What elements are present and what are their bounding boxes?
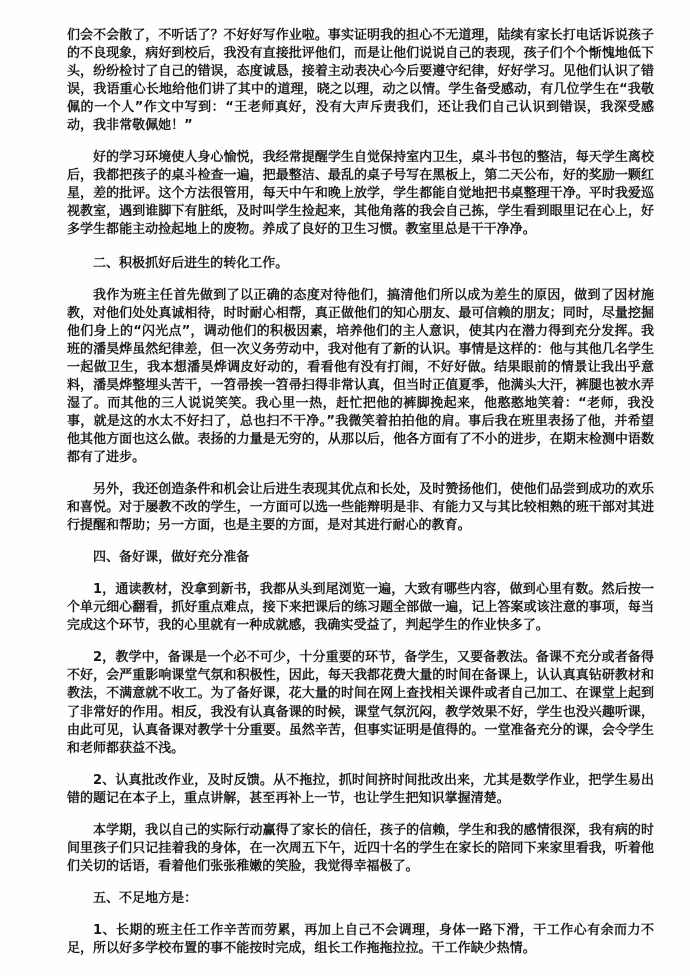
section-heading-two: 二、积极抓好后进生的转化工作。 [93, 255, 289, 271]
paragraph-praise-and-patience: 另外，我还创造条件和机会让后进生表现其优点和长处，及时赞扬他们，使他们品尝到成功的欢乐和喜悦。对于屡教不改的学生，一方面可以选一些能辩明是非、有能力又与其比较相熟的班干部对其进行提醒和帮助；另一方面，也是主要的方面，是对其进行耐心的教育。 [67, 482, 654, 534]
section-heading-five: 五、不足地方是： [93, 890, 198, 906]
list-item-2-lesson-preparation: 2，教学中，备课是一个必不可少，十分重要的环节，备学生，又要备教法。备课不充分或者备得不好，会严重影响课堂气氛和积极性，因此，每天我都花费大量的时间在备课上，认认真真钻研教材和教法，不满意就不收工。为了备好课，花大量的时间在网上查找相关课件或者自己加工、在课堂上起到了非常好的作用。相反，我没有认真备课的时候，课堂气氛沉闷，教学效果不好，学生也没兴趣听课，由此可见，认真备课对教学十分重要。虽然辛苦，但事实证明是值得的。一堂准备充分的课，会令学生和老师都获益不浅。 [67, 650, 654, 756]
paragraph-spacer [67, 635, 654, 649]
list-item-1-read-textbook: 1，通读教材，没拿到新书，我都从头到尾浏览一遍，大致有哪些内容，做到心里有数。然后按一个单元细心翻看，抓好重点难点，接下来把课后的练习题全部做一遍，记上答案或该注意的事项，每当完成这个环节，我的心里就有一种成就感，我确实受益了，判起学生的作业快多了。 [67, 582, 654, 634]
paragraph-spacer [67, 273, 654, 287]
section-heading-four: 四、备好课，做好充分准备 [93, 550, 250, 566]
paragraph-learning-environment: 好的学习环境使人身心愉悦，我经常提醒学生自觉保持室内卫生，桌斗书包的整洁，每天学生离校后，我都把孩子的桌斗检查一遍，把最整洁、最乱的桌子号写在黑板上，第二天公布，好的奖励一颗红星，差的批评。这个方法很管用，每天中午和晚上放学，学生都能自觉地把书桌整理干净。平时我爱巡视教室，遇到谁脚下有脏纸，及时叫学生捡起来，其他角落的我会自己拣，学生看到眼里记在心上，好多学生都能主动捡起地上的废物。养成了良好的卫生习惯。教室里总是干干净净。 [67, 150, 654, 238]
paragraph-underachiever-transformation: 我作为班主任首先做到了以正确的态度对待他们，搞清他们所以成为差生的原因，做到了因材施教，对他们处处真诚相待，时时耐心相帮，真正做他们的知心朋友、最可信赖的朋友；同时，尽量挖掘他们身上的“闪光点”，调动他们的积极因素，培养他们的主人意识，使其内在潜力得到充分发挥。我班的潘昊烨虽然纪律差，但一次义务劳动中，我对他有了新的认识。事情是这样的：他与其他几名学生一起做卫生，我本想潘昊烨调皮好动的，看看他有没有打闹，不好好做。结果眼前的情景让我出乎意料，潘昊烨整埋头苦干，一笤帚挨一笤帚扫得非常认真，但当时正值夏季，他满头大汗，裤腿也被水弄湿了。而其他的三人说说笑笑。我心里一热，赶忙把他的裤脚挽起来，他憨憨地笑着：“老师，我没事，就是这的水太不好扫了，总也扫不干净。”我微笑着拍拍他的肩。事后我在班里表扬了他，并希望他其他方面也这么做。表扬的力量是无穷的，从那以后，他各方面有了不小的进步，在期末检测中语数都有了进步。 [67, 287, 654, 465]
paragraph-spacer [67, 876, 654, 890]
paragraph-continuation: 们会不会散了，不听话了？不好好写作业啦。事实证明我的担心不无道理，陆续有家长打电话诉说孩子的不良现象，病好到校后，我没有直接批评他们，而是让他们说说自己的表现，孩子们个个惭愧地低下头，纷纷检讨了自己的错误，态度诚恳，接着主动表决心今后要遵守纪律，好好学习。见他们认识了错误，我语重心长地给他们讲了其中的道理，晓之以理，动之以情。学生备受感动，有几位学生在“我敬佩的一个人”作文中写到：“王老师真好，没有大声斥责我们，还让我们自己认识到错误，我深受感动，我非常敬佩她！” [67, 28, 654, 134]
paragraph-spacer [67, 567, 654, 581]
list-item-2-homework-marking: 2、认真批改作业，及时反馈。从不拖拉，抓时间挤时间批改出来，尤其是数学作业，把学生易出错的题记在本子上，重点讲解，甚至再补上一节，也让学生把知识掌握清楚。 [67, 772, 654, 806]
document-text-body [67, 27, 654, 958]
paragraph-spacer [67, 908, 654, 922]
paragraph-spacer [67, 535, 654, 549]
paragraph-spacer [67, 240, 654, 255]
paragraph-spacer [67, 808, 654, 822]
paragraph-spacer [67, 758, 654, 772]
paragraph-semester-summary: 本学期，我以自己的实际行动赢得了家长的信任，孩子的信赖，学生和我的感情很深，我有病的时间里孩子们只记挂着我的身体，在一次周五下午，近四十名的学生在家长的陪同下来家里看我，听着他们关切的话语，看着他们张张稚嫩的笑脸，我觉得幸福极了。 [67, 822, 654, 874]
paragraph-spacer [67, 467, 654, 481]
paragraph-spacer [67, 135, 654, 149]
shortcoming-item-1: 1、长期的班主任工作辛苦而劳累，再加上自己不会调理，身体一路下滑，干工作心有余而力不足，所以好多学校布置的事不能按时完成，组长工作拖拖拉拉。干工作缺少热情。 [67, 922, 654, 956]
